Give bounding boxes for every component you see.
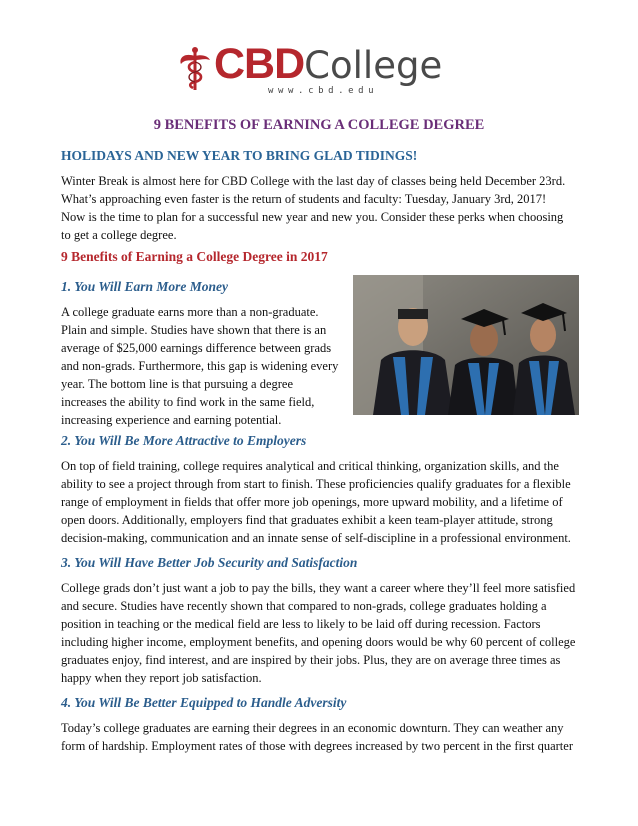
section-3-line: graduates enjoy, find interest, and are inspired by their jobs. Plus, they are on average three times as bbox=[61, 653, 561, 667]
section-1-line: year. The bottom line is that pursuing a degree bbox=[61, 377, 294, 391]
page-title: 9 BENEFITS OF EARNING A COLLEGE DEGREE bbox=[153, 117, 485, 133]
section-1-paragraph bbox=[61, 303, 338, 429]
caduceus-icon bbox=[178, 46, 212, 92]
intro-paragraph bbox=[61, 172, 565, 244]
cbd-college-logo bbox=[178, 40, 450, 102]
section-1-line: increases the ability to find work in the same field, bbox=[61, 395, 315, 409]
section-3-line: and secure. Studies have recently shown that compared to non-grads, college graduates holding a bbox=[61, 599, 547, 613]
graduates-illustration bbox=[353, 275, 579, 415]
section-1-line: Plain and simple. Studies have shown that there is an bbox=[61, 323, 327, 337]
section-4-paragraph bbox=[61, 719, 573, 755]
intro-line: Winter Break is almost here for CBD College with the last day of classes being held December 23rd. bbox=[61, 174, 566, 188]
section-3-paragraph bbox=[61, 579, 575, 687]
logo-college: College bbox=[304, 44, 443, 87]
section-1-line: and non-grads. Furthermore, this gap is widening every bbox=[61, 359, 339, 373]
section-2-line: ability to see a project through from start to finish. These proficiencies qualify graduates for a flexible bbox=[61, 477, 571, 491]
section-3-line: position in teaching or the medical field are less to likely to be laid off during recession. Factors bbox=[61, 617, 541, 631]
section-4-heading: 4. You Will Be Better Equipped to Handle Adversity bbox=[61, 695, 347, 710]
section-3-line: College grads don’t just want a job to pay the bills, they want a career where they’ll feel more satisfied bbox=[61, 581, 576, 595]
section-3-heading: 3. You Will Have Better Job Security and Satisfaction bbox=[61, 555, 358, 570]
section-1-line: average of $25,000 earnings difference between grads bbox=[61, 341, 332, 355]
section-1-heading: 1. You Will Earn More Money bbox=[61, 279, 229, 294]
section-3-line: including higher income, employment benefits, and opening doors would be why 60 percent of college bbox=[61, 635, 576, 649]
section-2-line: On top of field training, college requires analytical and critical thinking, organization skills, and the bbox=[61, 459, 559, 473]
logo-cbd: CBD bbox=[214, 40, 305, 88]
section-2-line: range of employment in fields that offer more job openings, more upward mobility, and a lifetime of bbox=[61, 495, 563, 509]
section-2-line: open doors. Additionally, employers find that graduates exhibit a keen team-player attitude, strong bbox=[61, 513, 553, 527]
holiday-heading: HOLIDAYS AND NEW YEAR TO BRING GLAD TIDINGS! bbox=[61, 148, 418, 163]
section-3-line: happy when they report job satisfaction. bbox=[61, 671, 262, 685]
section-1-line: increasing experience and earning potential. bbox=[61, 413, 282, 427]
section-1-line: A college graduate earns more than a non-graduate. bbox=[61, 305, 319, 319]
section-2-line: decision-making, communication and an innate sense of self-discipline in a professional environment. bbox=[61, 531, 571, 545]
section-2-heading: 2. You Will Be More Attractive to Employers bbox=[61, 433, 307, 448]
logo-url: www.cbd.edu bbox=[268, 86, 379, 96]
intro-line: Now is the time to plan for a successful new year and new you. Consider these perks when choosing bbox=[61, 210, 564, 224]
graduates-photo bbox=[353, 275, 579, 415]
intro-line: What’s approaching even faster is the return of students and faculty: Tuesday, January 3rd, 2017! bbox=[61, 192, 547, 206]
section-4-line: Today’s college graduates are earning their degrees in an economic downturn. They can weather any bbox=[61, 721, 564, 735]
benefits-heading: 9 Benefits of Earning a College Degree in 2017 bbox=[61, 249, 328, 264]
intro-line: to get a college degree. bbox=[61, 228, 177, 242]
section-2-paragraph bbox=[61, 457, 571, 547]
section-4-line: form of hardship. Employment rates of those with degrees increased by two percent in the first quarter bbox=[61, 739, 573, 753]
